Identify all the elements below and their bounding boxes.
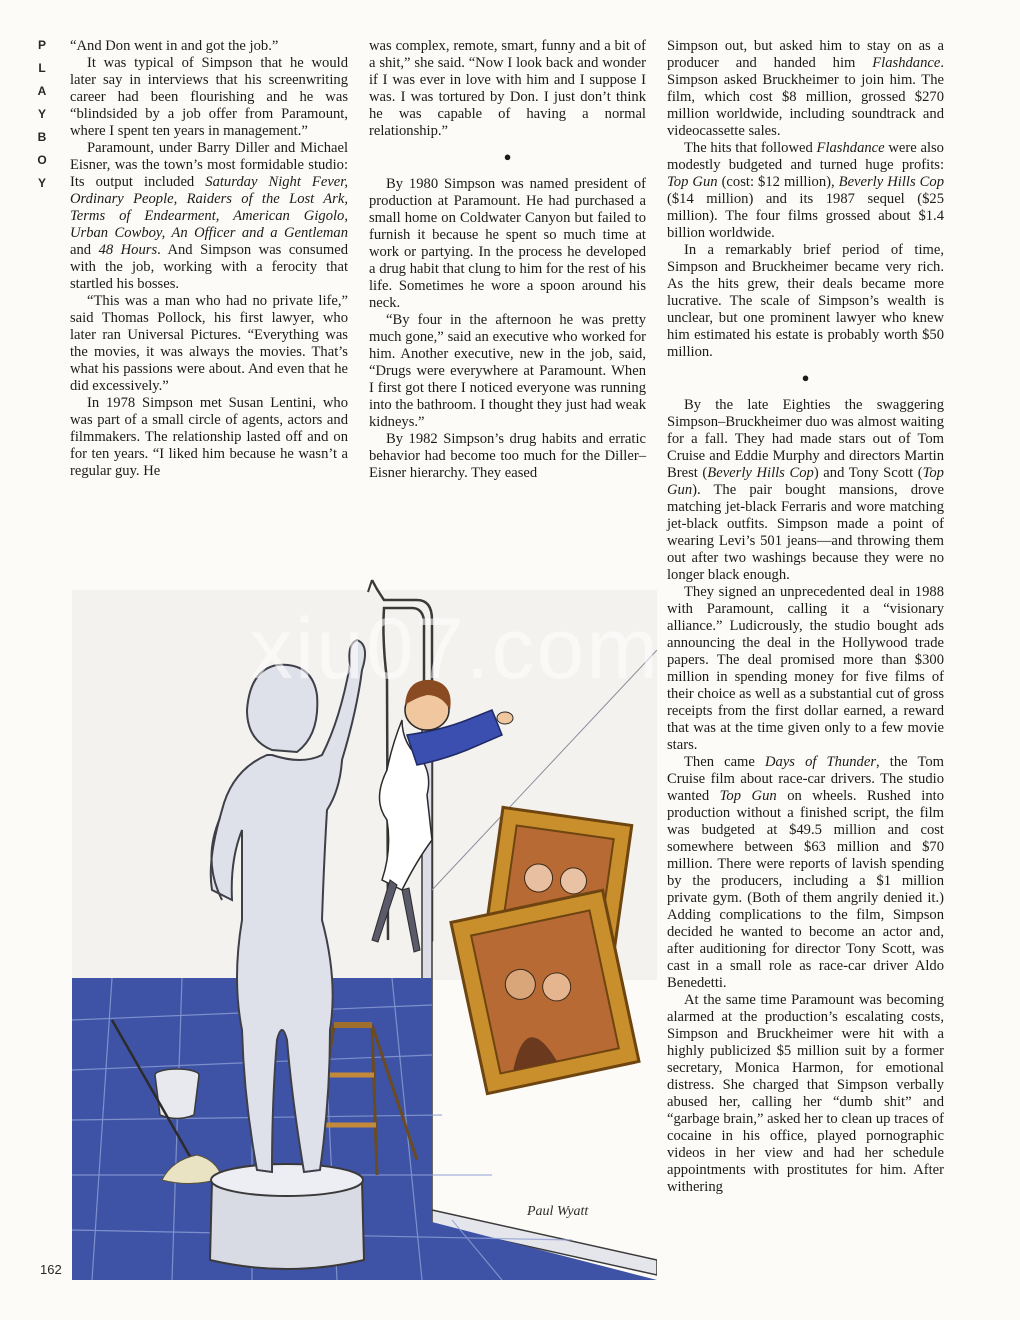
paragraph: “And Don went in and got the job.” — [70, 38, 279, 54]
paragraph: At the same time Paramount was becoming alarmed at the production’s escalating costs, Simpson and Bruckheimer were hit with a highly publicized $5 million suit by a former secretary, Monica Harmon, for emotional distress. She charged that Simpson verbally abused her, calling her “dumb shit” and “garbage brain,” asked her to clean up traces of cocaine in his office, played pornographic videos in her view and had her schedule appointments with prostitutes for him. After withering — [667, 992, 944, 1195]
paragraph: They signed an unprecedented deal in 1988 with Paramount, calling it a “visionary alliance.” Ludicrously, the studio bought ads announcing the deal in the Hollywood trade papers. The deal promised more than $300 million in spending money for five films of their choice as well as a substantial cut of gross receipts from the first dollar earned, a reward that was at the time given only to a few movie stars. — [667, 584, 944, 753]
masthead-letter: A — [37, 84, 47, 98]
paragraph: By the late Eighties the swaggering Simpson–Bruckheimer duo was almost waiting for a fall. They had made stars out of Tom Cruise and Eddie Murphy and directors Martin Brest (Beverly Hills Cop) and Tony Scott (Top Gun). The pair bought mansions, drove matching jet-black Ferraris and wore matching jet-black outfits. Simpson made a point of wearing Levi’s 501 jeans—and throwing them out after two washings because they were no longer black enough. — [667, 397, 944, 583]
paragraph: In 1978 Simpson met Susan Lentini, who was part of a small circle of agents, actors and filmmakers. The relationship lasted off and on for ten years. “I liked him because he wasn’t a regular guy. He — [70, 395, 348, 479]
paragraph: “This was a man who had no private life,” said Thomas Pollock, his first lawyer, who later ran Universal Pictures. “Everything was the movies, it was always the movies. That’s what his passions were about. And even that he did excessively.” — [70, 293, 348, 394]
artist-signature: Paul Wyatt — [527, 1204, 589, 1219]
masthead-letter: Y — [37, 107, 46, 121]
paragraph: was complex, remote, smart, funny and a bit of a shit,” she said. “Now I look back and wonder if I was ever in love with him and I suppose I was. I was tortured by Don. I just don’t think he was capable of having a normal relationship.” — [369, 38, 646, 139]
paragraph: In a remarkably brief period of time, Simpson and Bruckheimer became very rich. As the hits grew, their deals became more lucrative. The scale of Simpson’s wealth is unclear, but one prominent lawyer who knew him estimated his estate is probably worth $50 million. — [667, 242, 944, 360]
bucket — [155, 1069, 199, 1119]
paragraph: The hits that followed Flashdance were also modestly budgeted and turned huge profits: Top Gun (cost: $12 million), Beverly Hills Cop ($14 million) and its 1987 sequel ($25 million). The four films grossed about $1.4 billion worldwide. — [667, 140, 944, 241]
pedestal — [210, 1164, 364, 1269]
paragraph: By 1982 Simpson’s drug habits and erratic behavior had become too much for the Diller–Eisner hierarchy. They eased — [369, 431, 646, 481]
paragraph: Then came Days of Thunder, the Tom Cruise film about race-car drivers. The studio wanted Top Gun on wheels. Rushed into production without a finished script, the film was budgeted at $49.5 million and cost somewhere between $63 million and $70 million. There were reports of lavish spending by the producers, including a $1 million private gym. (Both of them angrily denied it.) Adding complications to the film, Simpson decided he wanted to become an actor and, after auditioning for director Tony Scott, was cast in a small role as race-car driver Aldo Benedetti. — [667, 754, 944, 991]
watermark: xiu07.com — [250, 601, 660, 697]
page-number: 162 — [40, 1262, 62, 1277]
section-break-bullet: ● — [801, 370, 810, 385]
text-column-3 — [667, 38, 944, 1196]
masthead-letter: P — [37, 38, 46, 52]
paragraph: Simpson out, but asked him to stay on as a producer and handed him Flashdance. Simpson asked Bruckheimer to join him. The film, which cost $8 million, grossed $270 million worldwide, including soundtrack and videocassette sales. — [667, 38, 944, 139]
masthead-letter: Y — [37, 176, 46, 190]
paragraph: By 1980 Simpson was named president of production at Paramount. He had purchased a small home on Coldwater Canyon but failed to furnish it because he spent so much time at work or partying. In the process he developed a drug habit that clung to him for the rest of his life. Sometimes he wore a spoon around his neck. — [369, 176, 646, 311]
paragraph: It was typical of Simpson that he would later say in interviews that his screenwriting career had been flourishing and he was “blindsided by a job offer from Paramount, where I spent ten years in management.” — [70, 55, 348, 139]
masthead-letter: B — [37, 130, 47, 144]
text-column-2 — [369, 38, 646, 482]
masthead-letter: L — [38, 61, 46, 75]
text-column-1 — [70, 38, 348, 480]
paragraph: Paramount, under Barry Diller and Michael Eisner, was the town’s most formidable studio: Its output included Saturday Night Fever, Ordinary People, Raiders of the Lost Ark, Terms of Endearment, American Gigolo, Urban Cowboy, An Officer and a Gentleman and 48 Hours. And Simpson was consumed with the job, working with a ferocity that startled his bosses. — [70, 140, 349, 292]
paragraph: “By four in the afternoon he was pretty much gone,” said an executive who worked for him. Another executive, new in the job, said, “Drugs were everywhere at Paramount. When I first got there I noticed everyone was running into the bathroom. I thought they just had weak kidneys.” — [369, 312, 646, 430]
section-break-bullet: ● — [503, 149, 512, 164]
masthead-letter: O — [37, 153, 47, 167]
masthead — [33, 34, 51, 195]
